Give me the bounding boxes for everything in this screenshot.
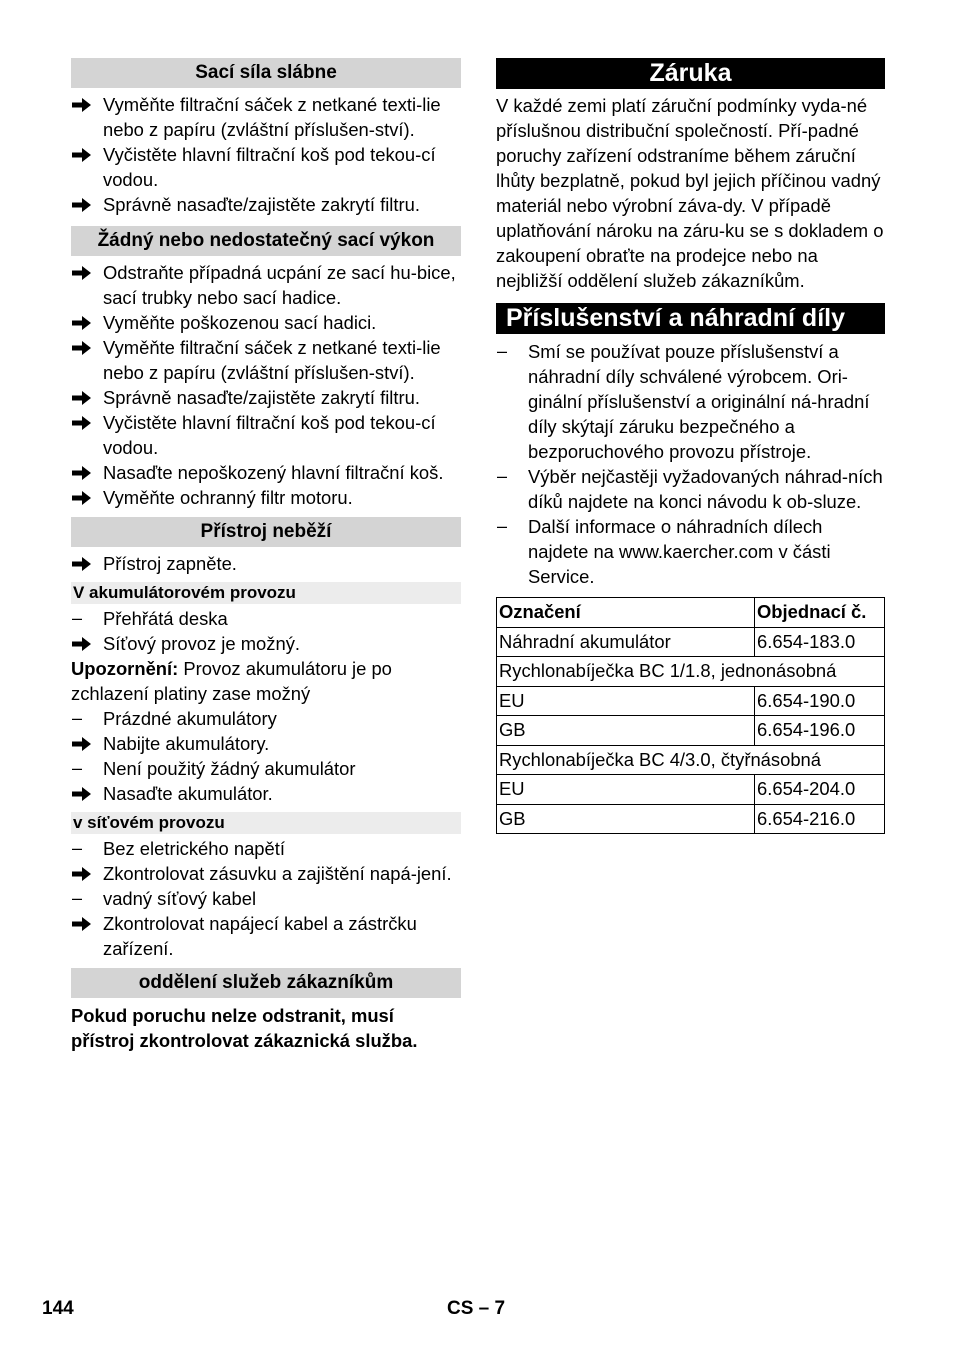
arrow-right-icon bbox=[72, 385, 96, 410]
list-item-text: Síťový provoz je možný. bbox=[103, 633, 301, 654]
dash-bullet-icon: – bbox=[72, 838, 83, 858]
list-item bbox=[496, 514, 885, 589]
left-column bbox=[71, 58, 461, 1053]
list-item-text: Vyměňte filtrační sáček z netkané texti-lie nebo z papíru (zvláštní příslušen-ství). bbox=[103, 94, 441, 140]
list-item bbox=[71, 551, 461, 576]
page-number: 144 bbox=[42, 1298, 74, 1319]
list-item-text: Vyměňte poškozenou sací hadici. bbox=[103, 312, 377, 333]
list-item-text: Nasaďte akumulátor. bbox=[103, 783, 273, 804]
item-list bbox=[71, 92, 461, 217]
name-cell: EU bbox=[497, 686, 755, 716]
table-row bbox=[497, 716, 885, 746]
dash-bullet-icon: – bbox=[497, 341, 508, 361]
list-item-text: Odstraňte případná ucpání ze sací hu-bice, sací trubky nebo sací hadice. bbox=[103, 262, 456, 308]
item-list bbox=[496, 339, 885, 589]
list-item-text: Přístroj zapněte. bbox=[103, 553, 237, 574]
section-sitovy-provoz bbox=[71, 812, 461, 961]
table-row bbox=[497, 686, 885, 716]
arrow-right-icon bbox=[72, 92, 96, 117]
column-header: Označení bbox=[497, 598, 755, 628]
table-header-row bbox=[497, 598, 885, 628]
list-item bbox=[496, 464, 885, 514]
section-akumulator bbox=[71, 582, 461, 806]
list-item bbox=[496, 339, 885, 464]
list-item-text: Výběr nejčastěji vyžadovaných náhrad-ních díků najdete na konci návodu k ob-sluze. bbox=[528, 466, 883, 512]
section-sluzby bbox=[71, 968, 461, 1053]
list-item-text: Vyčistěte hlavní filtrační koš pod tekou-cí vodou. bbox=[103, 412, 436, 458]
order-number-cell: 6.654-196.0 bbox=[755, 716, 885, 746]
list-item bbox=[71, 92, 461, 142]
list-item-text: Bez eletrického napětí bbox=[103, 838, 285, 859]
subsection-heading: V akumulátorovém provozu bbox=[71, 582, 461, 604]
list-item bbox=[71, 861, 461, 886]
section-heading: Žádný nebo nedostatečný sací výkon bbox=[71, 226, 461, 256]
arrow-right-icon bbox=[72, 192, 96, 217]
order-number-cell: 6.654-216.0 bbox=[755, 804, 885, 834]
list-item bbox=[71, 485, 461, 510]
arrow-right-icon bbox=[72, 260, 96, 285]
order-number-cell: 6.654-183.0 bbox=[755, 627, 885, 657]
table-row bbox=[497, 745, 885, 775]
language-page-label: CS – 7 bbox=[447, 1298, 506, 1319]
list-item bbox=[71, 310, 461, 335]
arrow-right-icon bbox=[72, 631, 96, 656]
list-item-text: vadný síťový kabel bbox=[103, 888, 257, 909]
subsection-heading: v síťovém provozu bbox=[71, 812, 461, 834]
name-cell: Náhradní akumulátor bbox=[497, 627, 755, 657]
list-item bbox=[71, 460, 461, 485]
name-cell: GB bbox=[497, 716, 755, 746]
list-item bbox=[71, 781, 461, 806]
list-item-text: Správně nasaďte/zajistěte zakrytí filtru. bbox=[103, 387, 420, 408]
list-item bbox=[71, 410, 461, 460]
arrow-right-icon bbox=[72, 551, 96, 576]
arrow-right-icon bbox=[72, 142, 96, 167]
arrow-right-icon bbox=[72, 460, 96, 485]
note-label: Upozornění: bbox=[71, 658, 179, 679]
list-item bbox=[71, 886, 461, 911]
item-list bbox=[71, 706, 461, 806]
note-text: Provoz akumulátoru je po zchlazení platiny zase možný bbox=[71, 658, 392, 704]
list-item bbox=[71, 911, 461, 961]
list-item bbox=[71, 706, 461, 731]
item-list bbox=[71, 606, 461, 656]
arrow-right-icon bbox=[72, 911, 96, 936]
section-zaruka bbox=[496, 58, 885, 293]
item-list bbox=[71, 260, 461, 510]
arrow-right-icon bbox=[72, 410, 96, 435]
service-text: Pokud poruchu nelze odstranit, musí přístroj zkontrolovat zákaznická služba. bbox=[71, 1005, 418, 1051]
arrow-right-icon bbox=[72, 861, 96, 886]
list-item-text: Smí se používat pouze příslušenství a náhradní díly schválené výrobcem. Ori-ginální příslušenství a originální ná-hradní díly skýtají záruku bezpečného a bezporuchového provozu přístroje. bbox=[528, 341, 870, 462]
list-item bbox=[71, 385, 461, 410]
dash-bullet-icon: – bbox=[497, 516, 508, 536]
list-item-text: Vyměňte filtrační sáček z netkané texti-lie nebo z papíru (zvláštní příslušen-ství). bbox=[103, 337, 441, 383]
dash-bullet-icon: – bbox=[72, 708, 83, 728]
table-row bbox=[497, 657, 885, 687]
arrow-right-icon bbox=[72, 310, 96, 335]
dash-bullet-icon: – bbox=[72, 888, 83, 908]
section-heading-black: Záruka bbox=[496, 58, 885, 89]
list-item bbox=[71, 260, 461, 310]
list-item-text: Další informace o náhradních dílech najdete na www.kaercher.com v části Service. bbox=[528, 516, 831, 587]
list-item-text: Vyčistěte hlavní filtrační koš pod tekou-cí vodou. bbox=[103, 144, 436, 190]
arrow-right-icon bbox=[72, 781, 96, 806]
name-cell: EU bbox=[497, 775, 755, 805]
list-item bbox=[71, 731, 461, 756]
section-heading: oddělení služeb zákazníkům bbox=[71, 968, 461, 998]
arrow-right-icon bbox=[72, 335, 96, 360]
list-item-text: Nabijte akumulátory. bbox=[103, 733, 270, 754]
list-item bbox=[71, 756, 461, 781]
note-paragraph bbox=[71, 656, 461, 706]
section-saci-sila bbox=[71, 58, 461, 217]
list-item bbox=[71, 631, 461, 656]
item-list bbox=[71, 551, 461, 576]
list-item bbox=[71, 142, 461, 192]
dash-bullet-icon: – bbox=[497, 466, 508, 486]
list-item bbox=[71, 335, 461, 385]
list-item-text: Přehřátá deska bbox=[103, 608, 228, 629]
dash-bullet-icon: – bbox=[72, 608, 83, 628]
arrow-right-icon bbox=[72, 485, 96, 510]
group-cell: Rychlonabíječka BC 4/3.0, čtyřnásobná bbox=[497, 745, 885, 775]
section-prislusenstvi bbox=[496, 303, 885, 834]
list-item-text: Zkontrolovat napájecí kabel a zástrčku zařízení. bbox=[103, 913, 417, 959]
name-cell: GB bbox=[497, 804, 755, 834]
list-item-text: Nasaďte nepoškozený hlavní filtrační koš. bbox=[103, 462, 444, 483]
group-cell: Rychlonabíječka BC 1/1.8, jednonásobná bbox=[497, 657, 885, 687]
list-item-text: Vyměňte ochranný filtr motoru. bbox=[103, 487, 353, 508]
section-heading: Přístroj neběží bbox=[71, 517, 461, 547]
arrow-right-icon bbox=[72, 731, 96, 756]
section-pristroj-nebezi bbox=[71, 517, 461, 576]
order-number-cell: 6.654-190.0 bbox=[755, 686, 885, 716]
list-item-text: Zkontrolovat zásuvku a zajištění napá-jení. bbox=[103, 863, 452, 884]
item-list bbox=[71, 836, 461, 961]
list-item bbox=[71, 606, 461, 631]
table-row bbox=[497, 775, 885, 805]
order-number-cell: 6.654-204.0 bbox=[755, 775, 885, 805]
zaruka-text: V každé zemi platí záruční podmínky vyda-né příslušnou distribuční společností. Pří-padné poruchy zařízení odstraníme během záruční lhůty bezplatně, pokud byl jejich příčinou vadný materiál nebo výrobní záva-dy. V případě uplatňování nároku na záru-ku se s dokladem o zakoupení obraťte na prodejce nebo na nejbližší oddělení služeb zákazníkům. bbox=[496, 95, 884, 291]
list-item-text: Prázdné akumulátory bbox=[103, 708, 277, 729]
section-heading-black: Příslušenství a náhradní díly bbox=[496, 303, 885, 334]
section-heading: Sací síla slábne bbox=[71, 58, 461, 88]
table-row bbox=[497, 627, 885, 657]
right-column bbox=[496, 58, 885, 834]
table-body bbox=[497, 627, 885, 834]
list-item-text: Není použitý žádný akumulátor bbox=[103, 758, 356, 779]
list-item-text: Správně nasaďte/zajistěte zakrytí filtru. bbox=[103, 194, 420, 215]
section-zadny-vykon bbox=[71, 226, 461, 510]
parts-table bbox=[496, 597, 885, 834]
column-header: Objednací č. bbox=[755, 598, 885, 628]
list-item bbox=[71, 192, 461, 217]
list-item bbox=[71, 836, 461, 861]
table-row bbox=[497, 804, 885, 834]
dash-bullet-icon: – bbox=[72, 758, 83, 778]
